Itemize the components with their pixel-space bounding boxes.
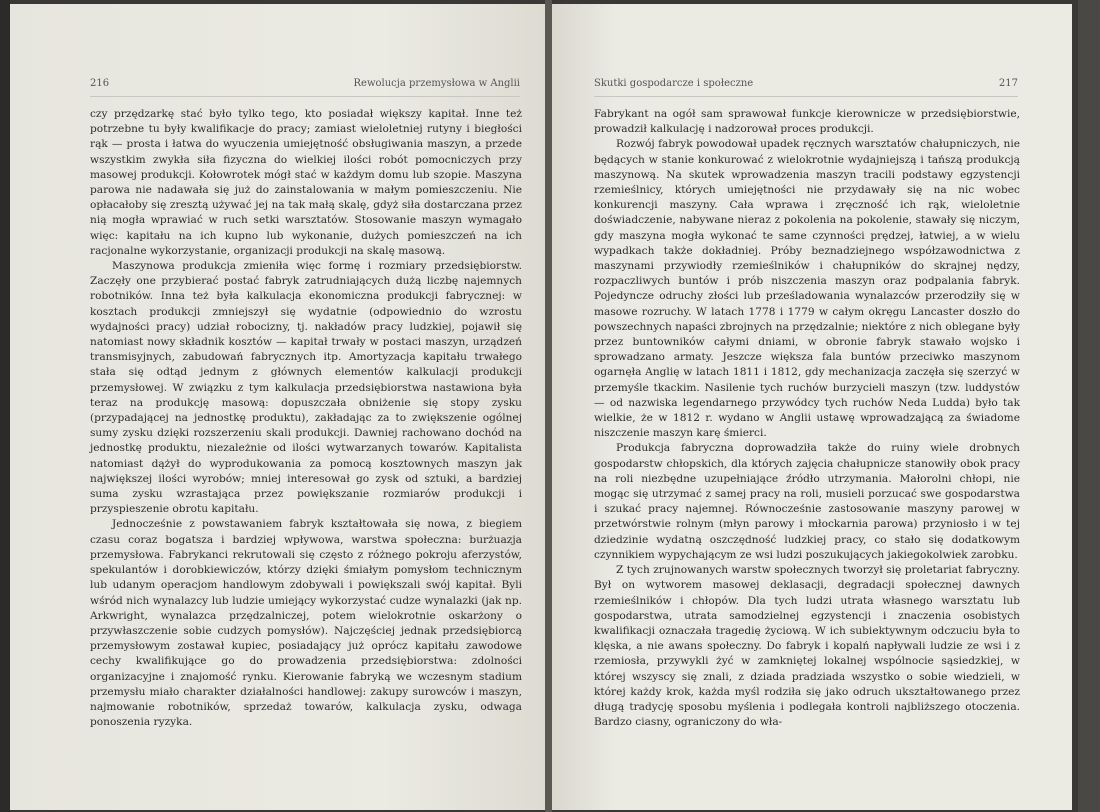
left-running-header — [90, 78, 520, 97]
right-scan-edge — [1078, 0, 1100, 812]
right-body-text — [594, 107, 1020, 730]
left-running-title: Rewolucja przemysłowa w Anglii — [353, 78, 520, 89]
right-page-number: 217 — [998, 78, 1018, 89]
right-page — [552, 4, 1072, 810]
book-gutter — [545, 0, 552, 812]
right-running-title: Skutki gospodarcze i społeczne — [594, 78, 754, 89]
right-paragraph-1: Fabrykant na ogół sam sprawował funkcje kierownicze w przedsiębiorstwie, prowadził kalkulację i nadzorował proces produkcji. — [594, 108, 1020, 136]
left-paragraph-3: Jednocześnie z powstawaniem fabryk kształtowała się nowa, z biegiem czasu coraz bogatsza i bardziej wpływowa, warstwa społeczna: burżuazja przemysłowa. Fabrykanci rekrutowali się często z różnego pokroju aferzystów, spekulantów i dorobkiewiczów, którzy dzięki śmiałym pomysłom technicznym lub udanym operacjom handlowym zdobywali i powiększali swój kapitał. Byli wśród nich wynalazcy lub ludzie umiejący wykorzystać cudze wynalazki (jak np. Arkwright, wynalazca przędzalniczej, potem wielokrotnie oskarżony o przywłaszczenie sobie cudzych pomysłów). Najczęściej jednak przedsiębiorcą przemysłowym zostawał kupiec, posiadający już oprócz kapitału zawodowe cechy kwalifikujące go do prowadzenia przedsiębiorstwa: zdolności organizacyjne i znajomość rynku. Kierowanie fabryką we wczesnym stadium przemysłu miało charakter działalności handlowej: zakupy surowców i maszyn, najmowanie robotników, sprzedaż towarów, kalkulacja zysku, odwaga ponoszenia ryzyka. — [90, 518, 522, 729]
right-running-header — [594, 78, 1018, 97]
left-scan-edge — [0, 0, 10, 812]
left-page — [10, 4, 545, 810]
left-page-number: 216 — [90, 78, 110, 89]
right-paragraph-3: Produkcja fabryczna doprowadziła także do ruiny wiele drobnych gospodarstw chłopskich, dla których zajęcia chałupnicze stanowiły obok pracy na roli niezbędne uzupełniające źródło utrzymania. Małorolni chłopi, nie mogąc się utrzymać z samej pracy na roli, musieli porzucać swe gospodarstwa i szukać pracy najemnej. Równocześnie zastosowanie maszyny parowej w przetwórstwie rolnym (młyn parowy i młockarnia parowa) przyniosło i w tej dziedzinie wydatną oszczędność ludzkiej pracy, co stało się dodatkowym czynnikiem wypychającym ze wsi ludzi poszukujących jakiegokolwiek zarobku. — [594, 442, 1020, 561]
left-paragraph-1: czy przędzarkę stać było tylko tego, kto posiadał większy kapitał. Inne też potrzebne tu były kwalifikacje do pracy; zamiast wieloletniej rutyny i biegłości rąk — prosta i łatwa do wyuczenia umiejętność obsługiwania maszyn, a przede wszystkim zwykła siła fizyczna do wielkiej ilości robót pomocniczych przy masowej produkcji. Kołowrotek mógł stać w każdym domu lub szopie. Maszyna parowa nie nadawała się już do zainstalowania w małym pomieszczeniu. Nie opłacałoby się zresztą używać jej na tak małą skalę, gdyż siła dostarczana przez nią mogła wprawiać w ruch setki warsztatów. Stosowanie maszyn wymagało więc: kapitału na ich kupno lub wykonanie, dużych pomieszczeń na ich racjonalne wykorzystanie, organizacji produkcji na skalę masową. — [90, 108, 522, 257]
right-paragraph-4: Z tych zrujnowanych warstw społecznych tworzył się proletariat fabryczny. Był on wytworem masowej deklasacji, degradacji społecznej dawnych rzemieślników i chłopów. Dla tych ludzi utrata własnego warsztatu lub gospodarstwa, utrata samodzielnej egzystencji i znaczenia osobistych kwalifikacji oznaczała tragedię życiową. W ich subiektywnym odczuciu była to klęska, a nie awans społeczny. Do fabryk i kopalń napływali ludzie ze wsi i z rzemiosła, przywykli żyć w zamkniętej lokalnej wspólnocie sąsiedzkiej, w której wszyscy się znali, z dziada pradziada wszystko o sobie wiedzieli, w której każdy krok, każda myśl rodziła się jako odruch ukształtowanego przez długą tradycję sposobu myślenia i podlegała kontroli najbliższego otoczenia. Bardzo ciasny, ograniczony do wła- — [594, 564, 1020, 729]
right-paragraph-2: Rozwój fabryk powodował upadek ręcznych warsztatów chałupniczych, nie będących w stanie konkurować z wielokrotnie wydajniejszą i tańszą produkcją maszynową. Na skutek wprowadzenia maszyn tracili podstawy egzystencji rzemieślnicy, których umiejętności nie przydawały się na nic wobec konkurencji maszyny. Cała wprawa i zręczność ich rąk, wieloletnie doświadczenie, nabywane nieraz z pokolenia na pokolenie, stawały się niczym, gdy maszyna mogła wykonać te same czynności prędzej, łatwiej, a w wielu wypadkach także dokładniej. Próby beznadziejnego współzawodnictwa z maszynami przywiodły rzemieślników i chałupników do skrajnej nędzy, rozpaczliwych buntów i prób niszczenia maszyn oraz podpalania fabryk. Pojedyncze odruchy złości lub prześladowania wynalazców przerodziły się w masowe rozruchy. W latach 1778 i 1779 w całym okręgu Lancaster doszło do powszechnych napaści zbrojnych na przędzalnie; niektóre z nich oblegane były przez buntowników całymi dniami, w obronie fabryk stawało wojsko i sprowadzano armaty. Jeszcze większa fala buntów przeciwko maszynom ogarnęła Anglię w latach 1811 i 1812, gdy mechanizacja zaczęła się szerzyć w przemyśle tkackim. Nasilenie tych ruchów burzycieli maszyn (tzw. luddystów — od nazwiska legendarnego przywódcy tych ruchów Neda Ludda) było tak wielkie, że w 1812 r. wydano w Anglii ustawę wprowadzającą za świadome niszczenie maszyn karę śmierci. — [594, 138, 1020, 440]
left-paragraph-2: Maszynowa produkcja zmieniła więc formę i rozmiary przedsiębiorstw. Zaczęły one przybierać postać fabryk zatrudniających dużą liczbę najemnych robotników. Inna też była kalkulacja ekonomiczna produkcji fabrycznej: w kosztach produkcji zmniejszył się wydatnie (odpowiednio do wzrostu wydajności pracy) udział robocizny, tj. nakładów pracy ludzkiej, pojawił się natomiast nowy składnik kosztów — kapitał trwały w postaci maszyn, urządzeń transmisyjnych, zabudowań fabrycznych itp. Amortyzacja kapitału trwałego stała się odtąd jednym z głównych elementów kalkulacji produkcji przemysłowej. W związku z tym kalkulacja przedsiębiorstwa nastawiona była teraz na produkcję masową: dopuszczała obniżenie się stopy zysku (przypadającej na jednostkę produktu), zakładając za to zwiększenie ogólnej sumy zysku dzięki rozszerzeniu skali produkcji. Dawniej rachowano dochód na jednostkę produktu, niezależnie od ilości wytwarzanych towarów. Kapitalista natomiast dążył do wyprodukowania za pomocą kosztownych maszyn jak największej ilości wyrobów; mniej interesował go zysk od sztuki, a bardziej suma zysku wzrastająca przez powiększanie rozmiarów produkcji i przyspieszenie obrotu kapitału. — [90, 260, 522, 516]
left-body-text — [90, 107, 522, 730]
